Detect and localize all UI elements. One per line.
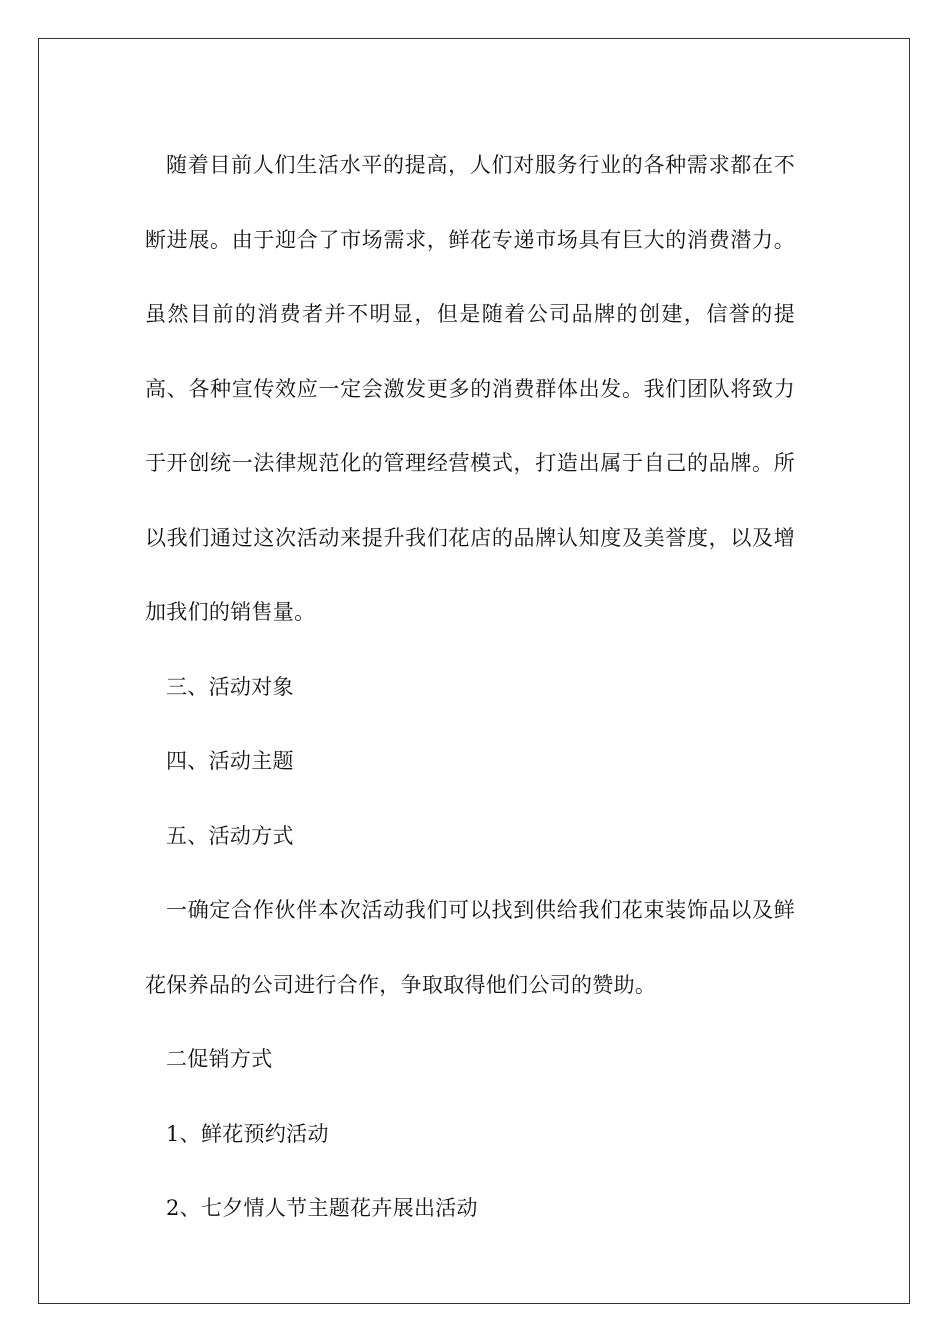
section-heading-activity-theme: 四、活动主题 [166,749,294,773]
subheading-promotion-method: 二促销方式 [166,1047,273,1071]
section-heading-activity-method: 五、活动方式 [166,823,294,848]
section-heading-activity-target: 三、活动对象 [166,674,294,699]
partner-paragraph: 一确定合作伙伴本次活动我们可以找到供给我们花束装饰品以及鲜花保养品的公司进行合作，争取取得他们公司的赞助。 [145,898,795,997]
intro-paragraph: 随着目前人们生活水平的提高，人们对服务行业的各种需求都在不断进展。由于迎合了市场需求，鲜花专递市场具有巨大的消费潜力。虽然目前的消费者并不明显，但是随着公司品牌的创建，信誉的提高、各种宣传效应一定会激发更多的消费群体出发。我们团队将致力于开创统一法律规范化的管理经营模式，打造出属于自己的品牌。所以我们通过这次活动来提升我们花店的品牌认知度及美誉度，以及增加我们的销售量。 [145,153,795,624]
document-body [145,128,795,1246]
list-item-flower-reservation: 1、鲜花预约活动 [166,1121,329,1146]
list-item-qixi-exhibition: 2、七夕情人节主题花卉展出活动 [166,1196,478,1220]
